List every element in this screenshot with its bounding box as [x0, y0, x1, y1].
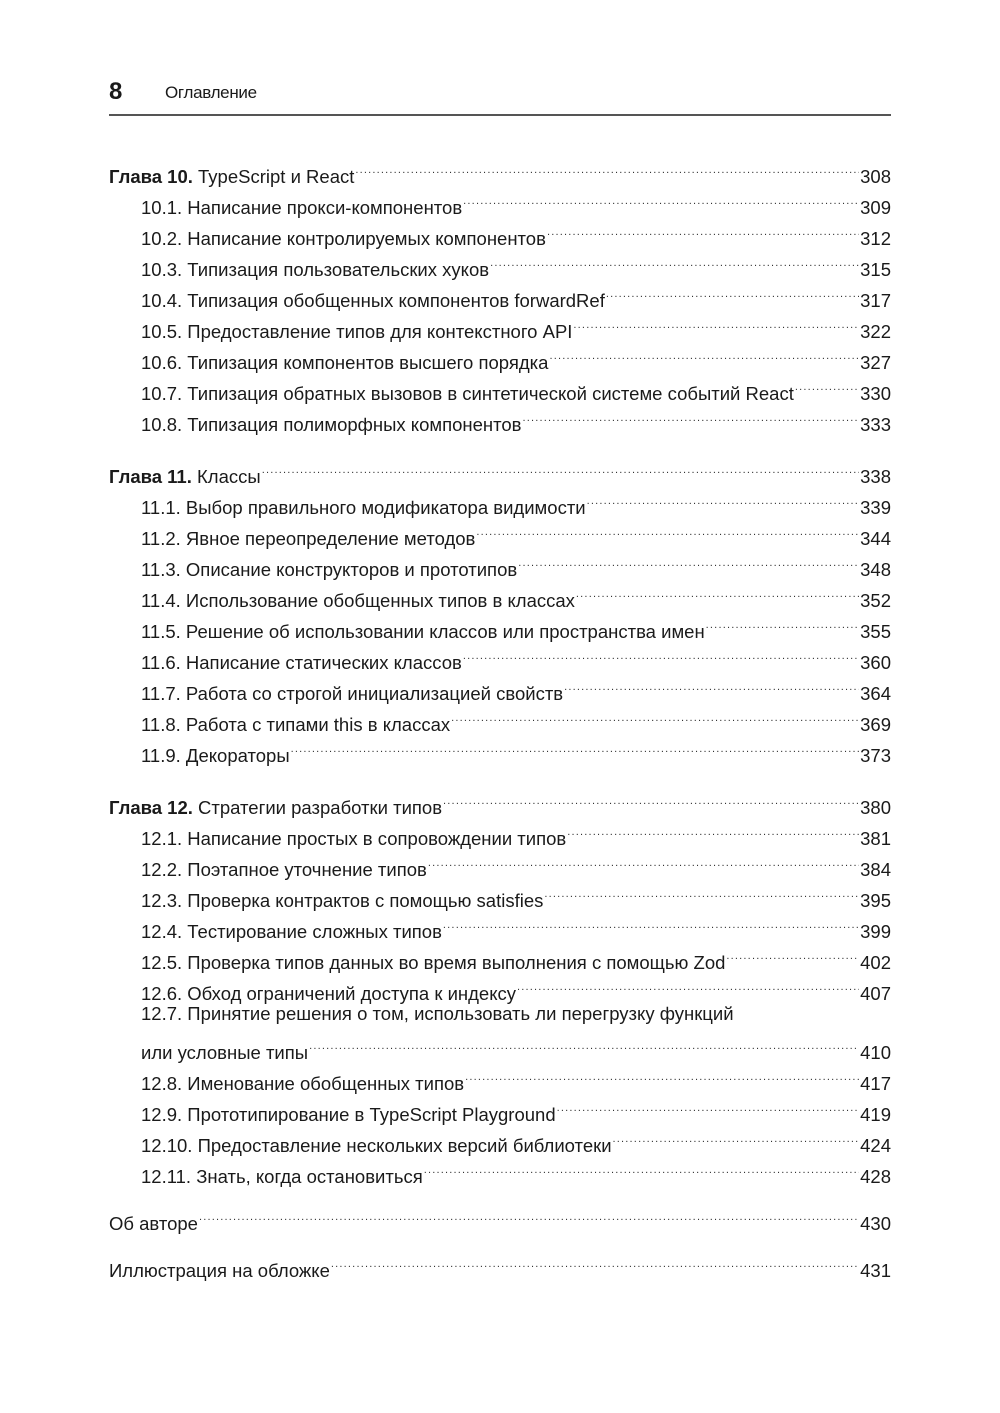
page-ref: 344	[860, 528, 891, 549]
chapter-prefix: Глава 12.	[109, 797, 193, 818]
section-label: 11.2. Явное переопределение методов	[141, 528, 476, 549]
toc-section-multiline-first[interactable]	[109, 1000, 891, 1028]
dot-leader	[463, 183, 859, 214]
running-header	[109, 76, 891, 116]
page-ref: 402	[860, 952, 891, 973]
section-label-line2: или условные типы	[141, 1042, 309, 1063]
chapter-prefix: Глава 10.	[109, 166, 193, 187]
chapter-prefix: Глава 11.	[109, 466, 192, 487]
chapter-title: Стратегии разработки типов	[198, 797, 443, 818]
section-label: 12.8. Именование обобщенных типов	[141, 1073, 465, 1094]
toc-section-multiline-second[interactable]	[109, 1028, 891, 1063]
section-label: 12.11. Знать, когда остановиться	[141, 1166, 423, 1187]
page-ref: 410	[860, 1042, 891, 1063]
dot-leader	[443, 783, 859, 814]
section-label: 10.6. Типизация компонентов высшего порядка	[141, 352, 549, 373]
page-ref: 317	[860, 290, 891, 311]
dot-leader	[291, 731, 859, 762]
section-label: 11.7. Работа со строгой инициализацией свойств	[141, 683, 564, 704]
toc-chapter-11[interactable]	[109, 452, 891, 487]
page-ref: 322	[860, 321, 891, 342]
dot-leader	[331, 1246, 859, 1277]
page-ref: 424	[860, 1135, 891, 1156]
page-ref: 417	[860, 1073, 891, 1094]
toc-cover-illustration[interactable]	[109, 1246, 891, 1281]
section-label: 11.1. Выбор правильного модификатора видимости	[141, 497, 586, 518]
section-label: 11.9. Декораторы	[141, 745, 290, 766]
section-label: 10.7. Типизация обратных вызовов в синтетической системе событий React	[141, 383, 794, 404]
dot-leader	[576, 576, 859, 607]
section-label: 10.8. Типизация полиморфных компонентов	[141, 414, 522, 435]
page-ref: 327	[860, 352, 891, 373]
dot-leader	[309, 1028, 859, 1059]
dot-leader	[490, 245, 859, 276]
toc-chapter-12[interactable]	[109, 783, 891, 818]
section-label: 12.5. Проверка типов данных во время выполнения с помощью Zod	[141, 952, 726, 973]
dot-leader	[463, 638, 859, 669]
dot-leader	[557, 1090, 860, 1121]
page-ref: 338	[860, 466, 891, 487]
page-ref: 373	[860, 745, 891, 766]
page-ref: 395	[860, 890, 891, 911]
page-ref: 352	[860, 590, 891, 611]
dot-leader	[476, 514, 859, 545]
page-ref: 369	[860, 714, 891, 735]
page-ref: 308	[860, 166, 891, 187]
dot-leader	[573, 307, 859, 338]
running-title: Оглавление	[165, 83, 257, 102]
dot-leader	[262, 452, 859, 483]
dot-leader	[567, 814, 859, 845]
page-ref: 384	[860, 859, 891, 880]
section-label: 10.3. Типизация пользовательских хуков	[141, 259, 490, 280]
page-ref: 364	[860, 683, 891, 704]
section-label: 10.4. Типизация обобщенных компонентов forwardRef	[141, 290, 605, 311]
section-spacer	[109, 1230, 891, 1246]
section-label: 12.3. Проверка контрактов с помощью satisfies	[141, 890, 544, 911]
page-ref: 355	[860, 621, 891, 642]
toc-about-author[interactable]	[109, 1199, 891, 1234]
back-matter-label: Иллюстрация на обложке	[109, 1260, 330, 1281]
page-ref: 312	[860, 228, 891, 249]
page-ref: 399	[860, 921, 891, 942]
page-ref: 360	[860, 652, 891, 673]
dot-leader	[564, 669, 859, 700]
section-label: 12.10. Предоставление нескольких версий библиотеки	[141, 1135, 612, 1156]
section-label: 11.6. Написание статических классов	[141, 652, 462, 673]
dot-leader	[613, 1121, 860, 1152]
page-ref: 309	[860, 197, 891, 218]
page-ref: 380	[860, 797, 891, 818]
section-label: 12.2. Поэтапное уточнение типов	[141, 859, 427, 880]
dot-leader	[428, 845, 859, 876]
page-ref: 428	[860, 1166, 891, 1187]
section-label-line1: 12.7. Принятие решения о том, использовать ли перегрузку функций	[141, 1003, 734, 1024]
chapter-title: Классы	[197, 466, 261, 487]
dot-leader	[355, 152, 859, 183]
section-label: 11.4. Использование обобщенных типов в классах	[141, 590, 575, 611]
dot-leader	[795, 369, 859, 400]
back-matter-label: Об авторе	[109, 1213, 198, 1234]
dot-leader	[451, 700, 859, 731]
section-label: 10.1. Написание прокси-компонентов	[141, 197, 463, 218]
section-label: 11.8. Работа с типами this в классах	[141, 714, 451, 735]
page-ref: 330	[860, 383, 891, 404]
page-ref: 333	[860, 414, 891, 435]
dot-leader	[606, 276, 859, 307]
dot-leader	[517, 969, 859, 1000]
page-number: 8	[109, 78, 123, 105]
page-ref: 431	[860, 1260, 891, 1281]
section-label: 12.9. Прототипирование в TypeScript Playground	[141, 1104, 556, 1125]
section-label: 12.6. Обход ограничений доступа к индексу	[141, 983, 517, 1004]
page-ref: 315	[860, 259, 891, 280]
section-label: 10.5. Предоставление типов для контекстного API	[141, 321, 573, 342]
page-ref: 348	[860, 559, 891, 580]
dot-leader	[443, 907, 859, 938]
page-ref: 430	[860, 1213, 891, 1234]
dot-leader	[547, 214, 859, 245]
table-of-contents	[109, 152, 891, 1281]
page-ref: 407	[860, 983, 891, 1004]
section-label: 12.4. Тестирование сложных типов	[141, 921, 442, 942]
dot-leader	[424, 1152, 859, 1183]
dot-leader	[587, 483, 860, 514]
dot-leader	[726, 938, 859, 969]
page-ref: 339	[860, 497, 891, 518]
dot-leader	[544, 876, 859, 907]
dot-leader	[523, 400, 860, 431]
toc-chapter-10[interactable]	[109, 152, 891, 187]
dot-leader	[706, 607, 859, 638]
chapter-title: TypeScript и React	[198, 166, 355, 187]
section-label: 10.2. Написание контролируемых компонентов	[141, 228, 546, 249]
page-ref: 381	[860, 828, 891, 849]
page-ref: 419	[860, 1104, 891, 1125]
dot-leader	[465, 1059, 859, 1090]
section-label: 11.5. Решение об использовании классов или пространства имен	[141, 621, 705, 642]
dot-leader	[549, 338, 859, 369]
section-label: 12.1. Написание простых в сопровождении типов	[141, 828, 567, 849]
section-label: 11.3. Описание конструкторов и прототипов	[141, 559, 518, 580]
dot-leader	[518, 545, 859, 576]
dot-leader	[199, 1199, 859, 1230]
